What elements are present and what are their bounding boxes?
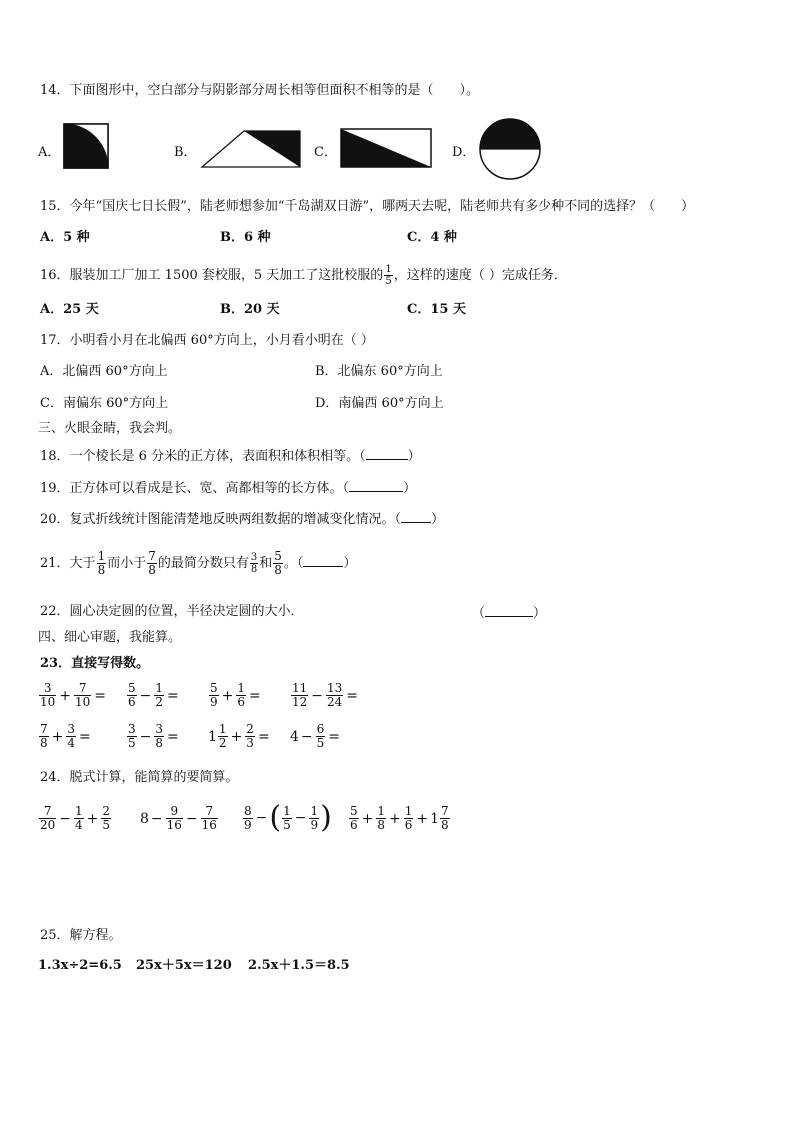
q17-text: 小明看小月在北偏西 60°方向上，小月看小明在（ ） xyxy=(69,333,374,348)
fraction: $\frac{13}{24}$ xyxy=(327,681,343,709)
q17-stem xyxy=(40,333,374,349)
q14-option-d-label: D． xyxy=(452,145,476,160)
q24-number: 24． xyxy=(40,770,70,785)
q22-answer xyxy=(472,604,546,622)
fraction: $\frac{1}{6}$ xyxy=(237,681,246,709)
left-paren: ( xyxy=(269,800,282,835)
q14-option-c-label: C． xyxy=(314,145,337,160)
q19-number: 19． xyxy=(40,481,70,496)
q20-answer-blank[interactable] xyxy=(401,510,431,523)
fraction: $\frac{1}{6}$ xyxy=(404,804,413,832)
q14-number: 14． xyxy=(40,83,70,98)
q20-text: 复式折线统计图能清楚地反映两组数据的增减变化情况。（ xyxy=(69,512,402,527)
section-3-heading: 三、火眼金睛，我会判。 xyxy=(38,421,182,436)
q21-number: 21． xyxy=(40,556,70,571)
q22-close: ） xyxy=(533,606,547,621)
q23-row1-item3: $\frac{5}{9}$ + $\frac{1}{6}$ = xyxy=(210,681,261,709)
q22-answer-blank[interactable] xyxy=(485,604,533,617)
fraction: $\frac{1}{5}$ xyxy=(283,803,291,832)
q22-number: 22． xyxy=(40,604,70,619)
q21-fraction-4: $\frac{5}{8}$ xyxy=(274,549,282,577)
q21-fraction-1: $\frac{1}{8}$ xyxy=(97,549,106,577)
q18-answer-blank[interactable] xyxy=(366,447,408,460)
q25-text: 解方程。 xyxy=(69,928,122,943)
q16-text-a: 服装加工厂加工 1500 套校服，5 天加工了这批校服的 xyxy=(69,268,384,283)
q21-text-1: 大于 xyxy=(69,556,96,571)
q17-option-c[interactable]: C．南偏东 60°方向上 xyxy=(40,396,169,411)
fraction: $\frac{1}{8}$ xyxy=(377,804,386,832)
fraction: $\frac{6}{5}$ xyxy=(316,722,325,750)
q25-equation-1: 1.3x÷2=6.5 xyxy=(38,958,122,973)
q23-stem xyxy=(40,656,149,672)
q16-option-a[interactable]: A．25 天 xyxy=(40,302,99,317)
fraction: $\frac{5}{6}$ xyxy=(128,681,136,709)
fraction: $\frac{5}{9}$ xyxy=(210,681,218,709)
q22-open: （ xyxy=(472,606,486,621)
q24-expression-3: $\frac{8}{9}$ − ( $\frac{1}{5}$ − $\frac{1}{9}$ ) xyxy=(244,800,332,835)
q17-option-a[interactable]: A．北偏西 60°方向上 xyxy=(40,364,168,379)
q23-text: 直接写得数。 xyxy=(71,656,150,671)
fraction: $\frac{9}{16}$ xyxy=(166,804,182,832)
fraction: $\frac{3}{5}$ xyxy=(128,722,136,750)
q18-close: ） xyxy=(407,449,421,464)
q16-fraction: $\frac{1}{5}$ xyxy=(385,264,392,287)
q25-number: 25． xyxy=(40,928,70,943)
q14-figure-a-square-quarter-circle xyxy=(63,123,109,169)
q15-stem xyxy=(40,199,694,215)
q24-expression-2: 8 − $\frac{9}{16}$ − $\frac{7}{16}$ xyxy=(140,804,217,832)
q15-option-c[interactable]: C．4 种 xyxy=(407,230,457,245)
fraction: $\frac{7}{10}$ xyxy=(75,681,91,709)
fraction: $\frac{1}{2}$ xyxy=(218,722,227,750)
q15-number: 15． xyxy=(40,199,70,214)
fraction: $\frac{5}{6}$ xyxy=(350,804,358,832)
q14-option-a-label: A． xyxy=(38,145,61,160)
q23-row2-item4: 4 − $\frac{6}{5}$ = xyxy=(290,722,341,750)
q14-text: 下面图形中，空白部分与阴影部分周长相等但面积不相等的是（ ）。 xyxy=(69,83,480,98)
q21-text-2: 而小于 xyxy=(107,556,147,571)
q21-text-4: 和 xyxy=(259,556,273,571)
q21-close: ） xyxy=(343,556,357,571)
q16-text-b: ，这样的速度（ ）完成任务． xyxy=(393,268,567,283)
q16-stem xyxy=(40,264,567,287)
q16-number: 16． xyxy=(40,268,70,283)
fraction: $\frac{2}{3}$ xyxy=(246,722,254,750)
q25-equation-2: 25x＋5x＝120 xyxy=(136,958,232,973)
q25-equation-3: 2.5x＋1.5＝8.5 xyxy=(248,958,350,973)
q23-row1-item2: $\frac{5}{6}$ − $\frac{1}{2}$ = xyxy=(128,681,179,709)
q16-option-c[interactable]: C．15 天 xyxy=(407,302,466,317)
q23-row2-item1: $\frac{7}{8}$ + $\frac{3}{4}$ = xyxy=(40,722,91,750)
whole-number: 8 xyxy=(140,810,149,827)
q21-answer-blank[interactable] xyxy=(303,554,343,567)
q24-text: 脱式计算，能简算的要简算。 xyxy=(69,770,239,785)
q14-stem xyxy=(40,83,479,99)
q16-option-b[interactable]: B．20 天 xyxy=(220,302,280,317)
q21-stem xyxy=(40,547,356,581)
q19-answer-blank[interactable] xyxy=(349,479,403,492)
q14-figure-d-circle-half xyxy=(477,116,543,182)
fraction: $\frac{11}{12}$ xyxy=(292,681,308,709)
q23-row1-item1: $\frac{3}{10}$ + $\frac{7}{10}$ = xyxy=(40,681,107,709)
q17-number: 17． xyxy=(40,333,70,348)
q17-option-b[interactable]: B．北偏东 60°方向上 xyxy=(315,364,443,379)
q23-row2-item2: $\frac{3}{5}$ − $\frac{3}{8}$ = xyxy=(128,722,179,750)
section-4-heading: 四、细心审题，我能算。 xyxy=(38,630,182,645)
fraction: $\frac{3}{8}$ xyxy=(155,722,164,750)
q18-text: 一个棱长是 6 分米的正方体，表面积和体积相等。（ xyxy=(69,449,366,464)
q19-close: ） xyxy=(403,481,417,496)
q23-number: 23． xyxy=(40,656,72,671)
q20-number: 20． xyxy=(40,512,70,527)
q14-figure-c-rectangle-diagonal xyxy=(339,127,433,169)
whole-number: 1 xyxy=(430,810,440,827)
fraction: $\frac{7}{8}$ xyxy=(441,804,449,832)
q18-stem xyxy=(40,447,421,465)
q19-text: 正方体可以看成是长、宽、高都相等的长方体。（ xyxy=(69,481,350,496)
q18-number: 18． xyxy=(40,449,70,464)
q21-text-5: 。（ xyxy=(283,556,304,571)
q17-option-d[interactable]: D．南偏西 60°方向上 xyxy=(315,396,444,411)
q19-stem xyxy=(40,479,416,497)
q14-figure-b-trapezoid xyxy=(200,129,302,169)
q21-text-3: 的最简分数只有 xyxy=(157,556,249,571)
q15-option-b[interactable]: B．6 种 xyxy=(220,230,271,245)
fraction: $\frac{7}{20}$ xyxy=(40,804,56,832)
q14-option-b-label: B． xyxy=(174,145,197,160)
whole-number: 4 xyxy=(290,728,299,745)
q15-text: 今年“国庆七日长假”，陆老师想参加“千岛湖双日游”，哪两天去呢，陆老师共有多少种不同的选择？（ ） xyxy=(69,199,695,214)
q20-close: ） xyxy=(431,512,445,527)
q23-row1-item4: $\frac{11}{12}$ − $\frac{13}{24}$ = xyxy=(292,681,359,709)
whole-number: 1 xyxy=(208,728,217,745)
fraction: $\frac{7}{16}$ xyxy=(201,804,217,832)
fraction: $\frac{3}{4}$ xyxy=(67,722,76,750)
fraction: $\frac{7}{8}$ xyxy=(40,722,48,750)
q21-fraction-3: $\frac{3}{8}$ xyxy=(250,552,258,575)
fraction: $\frac{1}{4}$ xyxy=(75,804,83,832)
q22-text: 圆心决定圆的位置，半径决定圆的大小． xyxy=(69,604,304,619)
q23-row2-item3: 1 $\frac{1}{2}$ + $\frac{2}{3}$ = xyxy=(208,722,270,750)
fraction: $\frac{3}{10}$ xyxy=(40,681,56,709)
q24-expression-4: $\frac{5}{6}$ + $\frac{1}{8}$ + $\frac{1}{6}$ + 1 $\frac{7}{8}$ xyxy=(350,804,449,832)
q24-stem xyxy=(40,770,239,786)
fraction: $\frac{8}{9}$ xyxy=(244,803,252,832)
q22-stem xyxy=(40,604,304,620)
fraction: $\frac{1}{2}$ xyxy=(155,681,164,709)
fraction: $\frac{2}{5}$ xyxy=(102,804,111,832)
fraction: $\frac{1}{9}$ xyxy=(310,803,319,832)
q15-option-a[interactable]: A．5 种 xyxy=(40,230,90,245)
q20-stem xyxy=(40,510,444,528)
q24-expression-1: $\frac{7}{20}$ − $\frac{1}{4}$ + $\frac{2}{5}$ xyxy=(40,804,111,832)
right-paren: ) xyxy=(320,800,332,835)
q21-fraction-2: $\frac{7}{8}$ xyxy=(148,549,156,577)
q25-stem xyxy=(40,928,122,944)
